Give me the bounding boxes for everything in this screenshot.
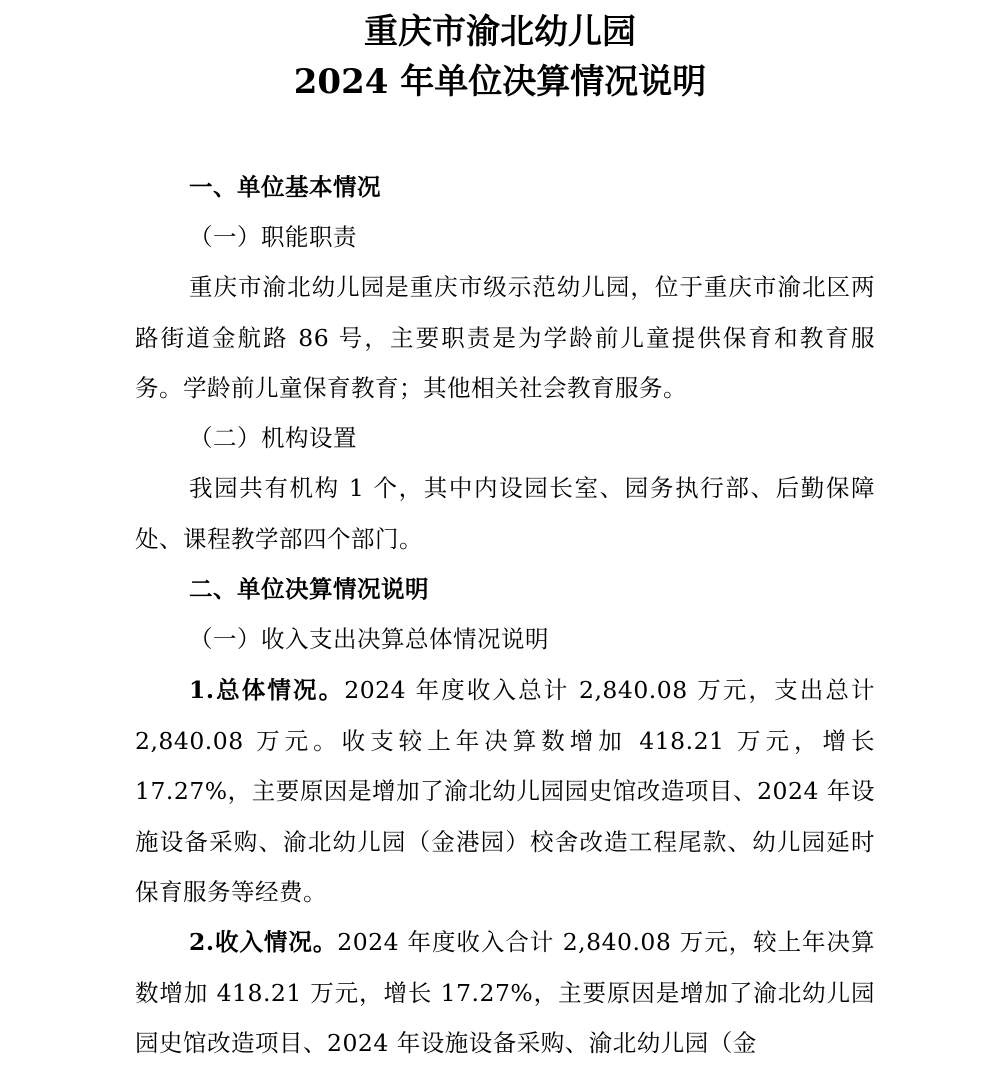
subsection-heading-income-expenditure: （一）收入支出决算总体情况说明 <box>189 625 549 653</box>
subsection-heading-duties: （一）职能职责 <box>189 223 357 251</box>
paragraph-overall-lead: 1.总体情况。 <box>189 676 345 704</box>
paragraph-income <box>135 917 875 1069</box>
paragraph-income-text: 2024 年度收入合计 2,840.08 万元，较上年决算数增加 418.21 万元，增长 17.27%，主要原因是增加了渝北幼儿园园史馆改造项目、2024 年设施设备采购、渝北幼儿园（金 <box>135 928 875 1057</box>
paragraph-income-lead: 2.收入情况。 <box>189 928 338 956</box>
paragraph-overall-text: 2024 年度收入总计 2,840.08 万元，支出总计 2,840.08 万元。收支较上年决算数增加 418.21 万元，增长 17.27%，主要原因是增加了渝北幼儿园园史馆改造项目、2024 年设施设备采购、渝北幼儿园（金港园）校舍改造工程尾款、幼儿园延时保育服务等经费。 <box>135 676 875 906</box>
paragraph-overall <box>135 665 875 918</box>
section-heading-final-accounts: 二、单位决算情况说明 <box>189 575 429 603</box>
page-title: 重庆市渝北幼儿园 <box>364 12 636 52</box>
paragraph-duties: 重庆市渝北幼儿园是重庆市级示范幼儿园，位于重庆市渝北区两路街道金航路 86 号，主要职责是为学龄前儿童提供保育和教育服务。学龄前儿童保育教育；其他相关社会教育服务。 <box>135 273 875 402</box>
paragraph-organization: 我园共有机构 1 个，其中内设园长室、园务执行部、后勤保障处、课程教学部四个部门。 <box>135 474 875 553</box>
section-heading-basic-info: 一、单位基本情况 <box>189 173 381 201</box>
subsection-heading-organization: （二）机构设置 <box>189 424 357 452</box>
page-subtitle: 2024 年单位决算情况说明 <box>293 62 707 102</box>
